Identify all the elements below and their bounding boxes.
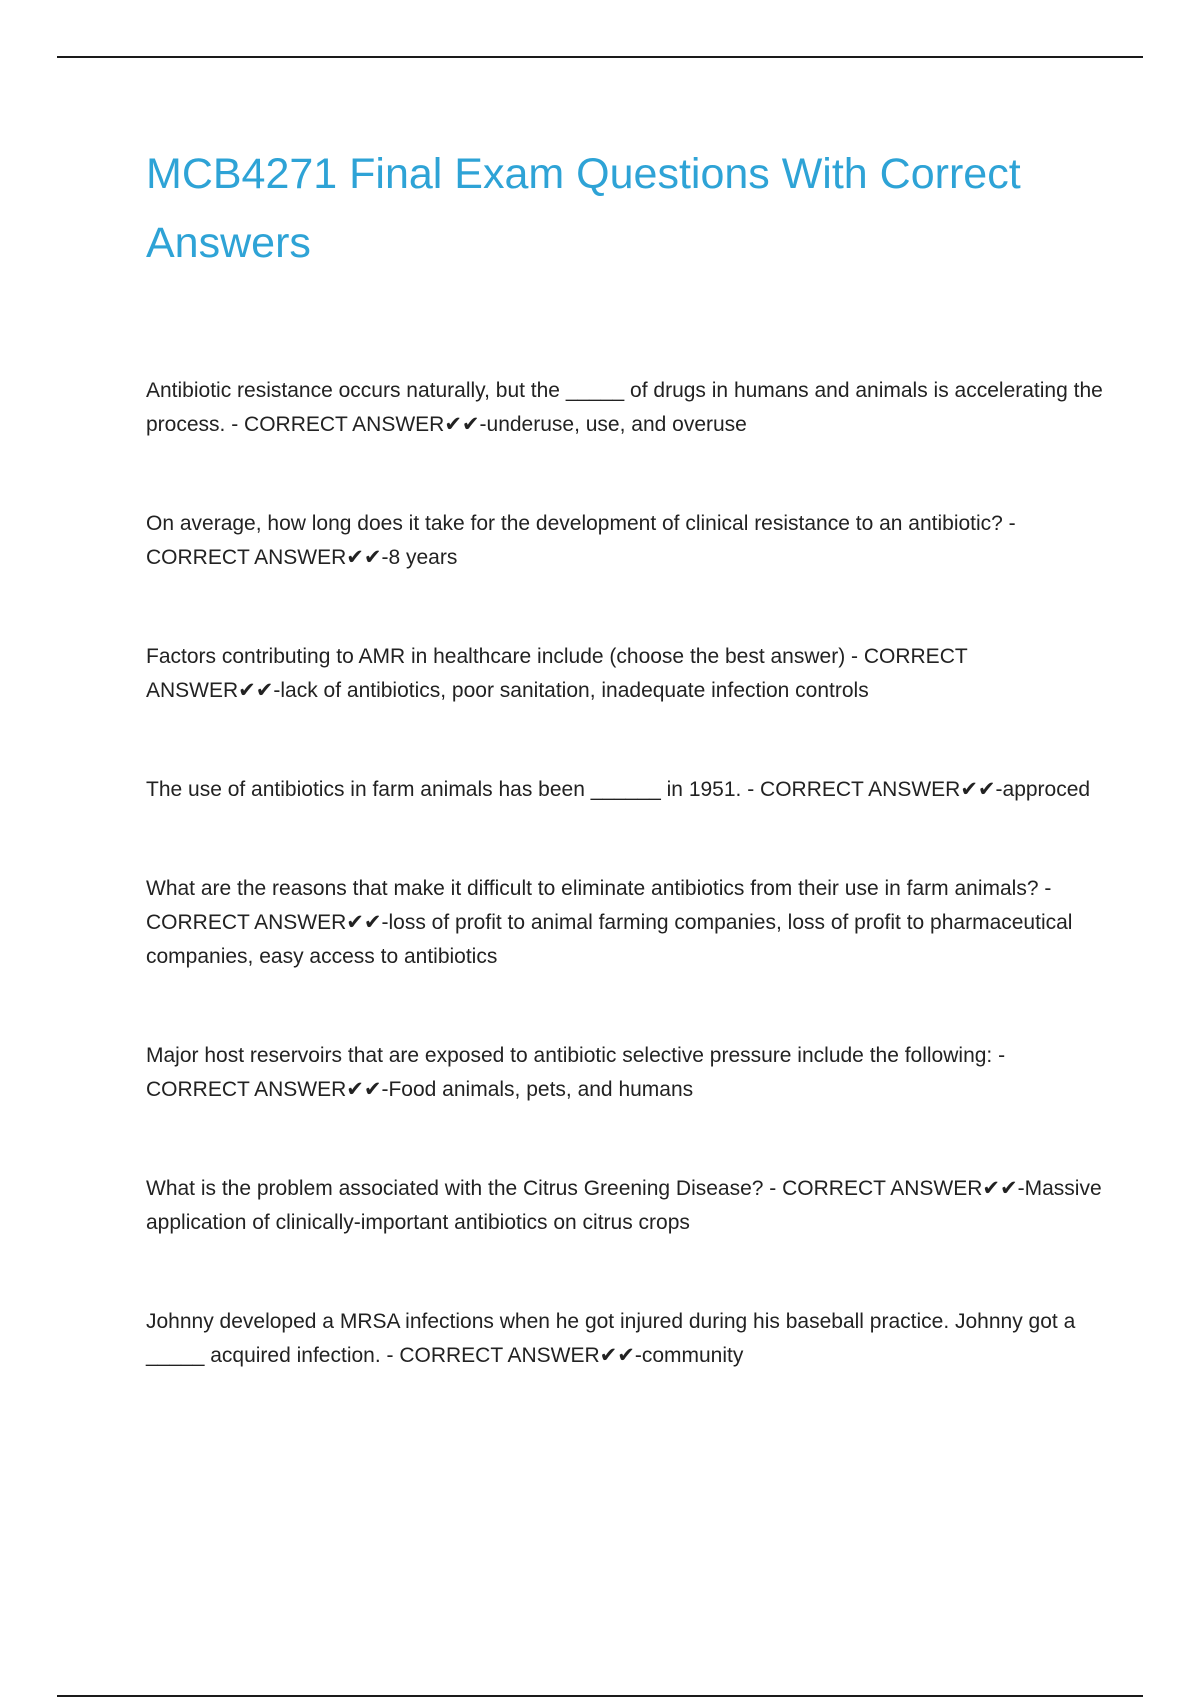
question-answer-item: Factors contributing to AMR in healthcare include (choose the best answer) - CORRECT ANSWER✔✔-lack of antibiotics, poor sanitation, inadequate infection controls	[146, 645, 968, 702]
question-answer-item: What are the reasons that make it difficult to eliminate antibiotics from their use in farm animals? - CORRECT ANSWER✔✔-loss of profit to animal farming companies, loss of profit to pharmaceutical companies, easy access to antibiotics	[146, 877, 1073, 968]
top-rule	[57, 56, 1143, 58]
question-list	[146, 374, 1106, 1373]
question-answer-item: The use of antibiotics in farm animals has been ______ in 1951. - CORRECT ANSWER✔✔-approced	[146, 778, 1091, 801]
bottom-rule	[57, 1695, 1143, 1697]
document-body	[146, 140, 1106, 1373]
question-answer-item: Johnny developed a MRSA infections when he got injured during his baseball practice. Johnny got a _____ acquired infection. - CORRECT ANSWER✔✔-community	[146, 1310, 1076, 1367]
question-answer-item: Major host reservoirs that are exposed to antibiotic selective pressure include the following: - CORRECT ANSWER✔✔-Food animals, pets, and humans	[146, 1044, 1006, 1101]
document-title: MCB4271 Final Exam Questions With Correct Answers	[146, 150, 1021, 267]
question-answer-item: Antibiotic resistance occurs naturally, but the _____ of drugs in humans and animals is accelerating the process. - CORRECT ANSWER✔✔-underuse, use, and overuse	[146, 379, 1103, 436]
question-answer-item: On average, how long does it take for the development of clinical resistance to an antibiotic? - CORRECT ANSWER✔✔-8 years	[146, 512, 1016, 569]
question-answer-item: What is the problem associated with the Citrus Greening Disease? - CORRECT ANSWER✔✔-Massive application of clinically-important antibiotics on citrus crops	[146, 1177, 1102, 1234]
